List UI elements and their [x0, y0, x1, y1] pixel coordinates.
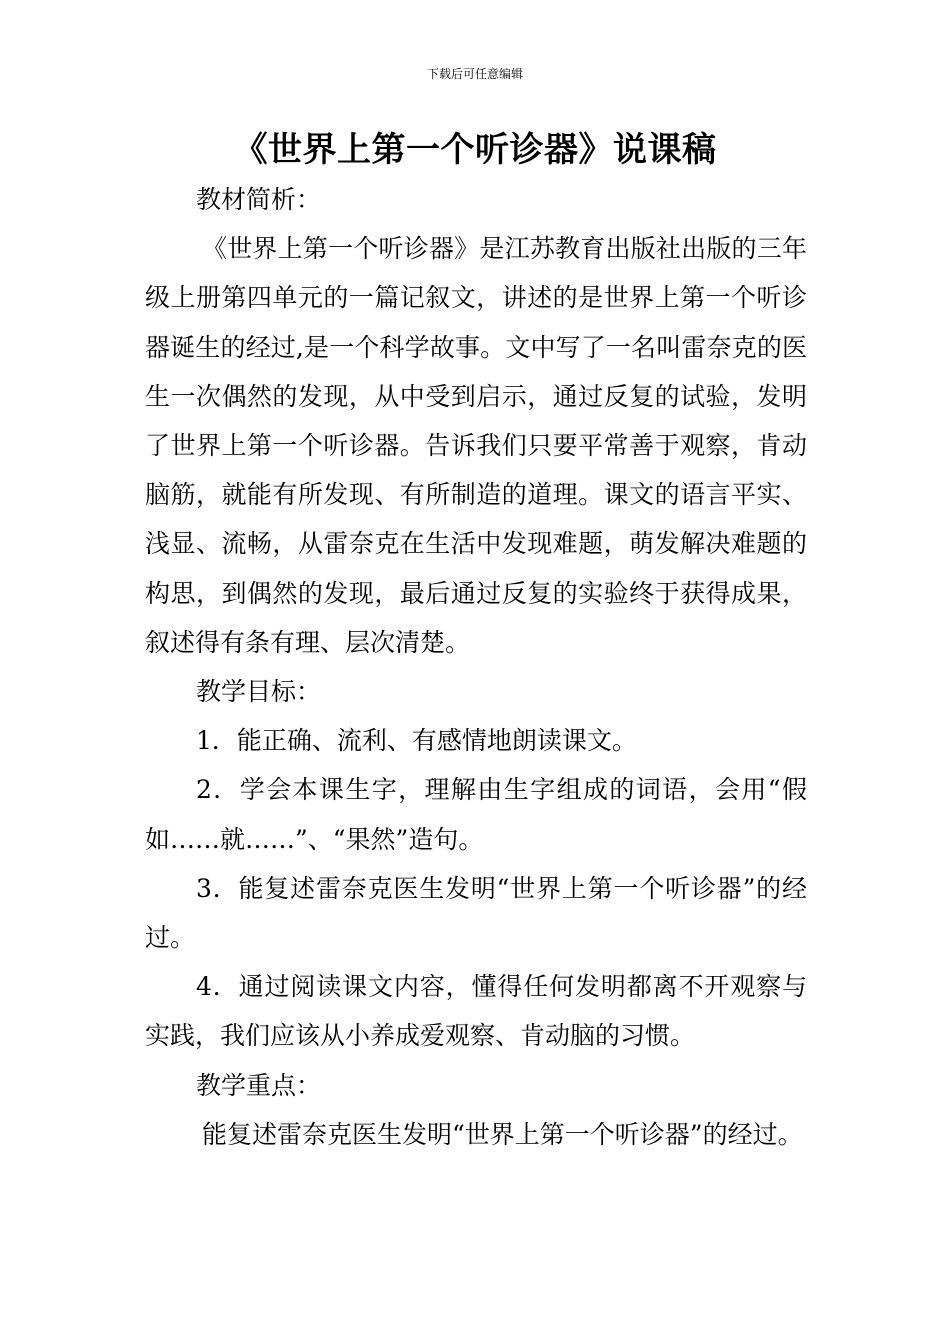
section-heading-key: 教学重点： — [196, 1070, 322, 1100]
goal-item-4: 4．通过阅读课文内容，懂得任何发明都离不开观察与实践，我们应该从小养成爱观察、肯动脑的习惯。 — [145, 972, 807, 1051]
document-title: 《世界上第一个听诊器》说课稿 — [233, 130, 717, 170]
section-heading-goals: 教学目标： — [196, 677, 322, 707]
section-heading-materials: 教材简析： — [196, 185, 322, 214]
document-body — [145, 175, 807, 1159]
goal-item-2: 2．学会本课生字，理解由生字组成的词语，会用“假如……就……”、“果然”造句。 — [145, 775, 807, 854]
goal-item-3: 3．能复述雷奈克医生发明“世界上第一个听诊器”的经过。 — [145, 873, 807, 953]
paragraph-materials: 《世界上第一个听诊器》是江苏教育出版社出版的三年级上册第四单元的一篇记叙文，讲述的是世界上第一个听诊器诞生的经过,是一个科学故事。文中写了一名叫雷奈克的医生一次偶然的发现，从中受到启示，通过反复的试验，发明了世界上第一个听诊器。告诉我们只要平常善于观察，肯动脑筋，就能有所发现、有所制造的道理。课文的语言平实、浅显、流畅，从雷奈克在生活中发现难题，萌发解决难题的构思，到偶然的发现，最后通过反复的实验终于获得成果，叙述得有条有理、层次清楚。 — [145, 234, 807, 657]
paragraph-key: 能复述雷奈克医生发明“世界上第一个听诊器”的经过。 — [202, 1119, 803, 1149]
goal-item-1: 1．能正确、流利、有感情地朗读课文。 — [196, 726, 637, 756]
header-note: 下载后可任意编辑 — [426, 67, 523, 81]
